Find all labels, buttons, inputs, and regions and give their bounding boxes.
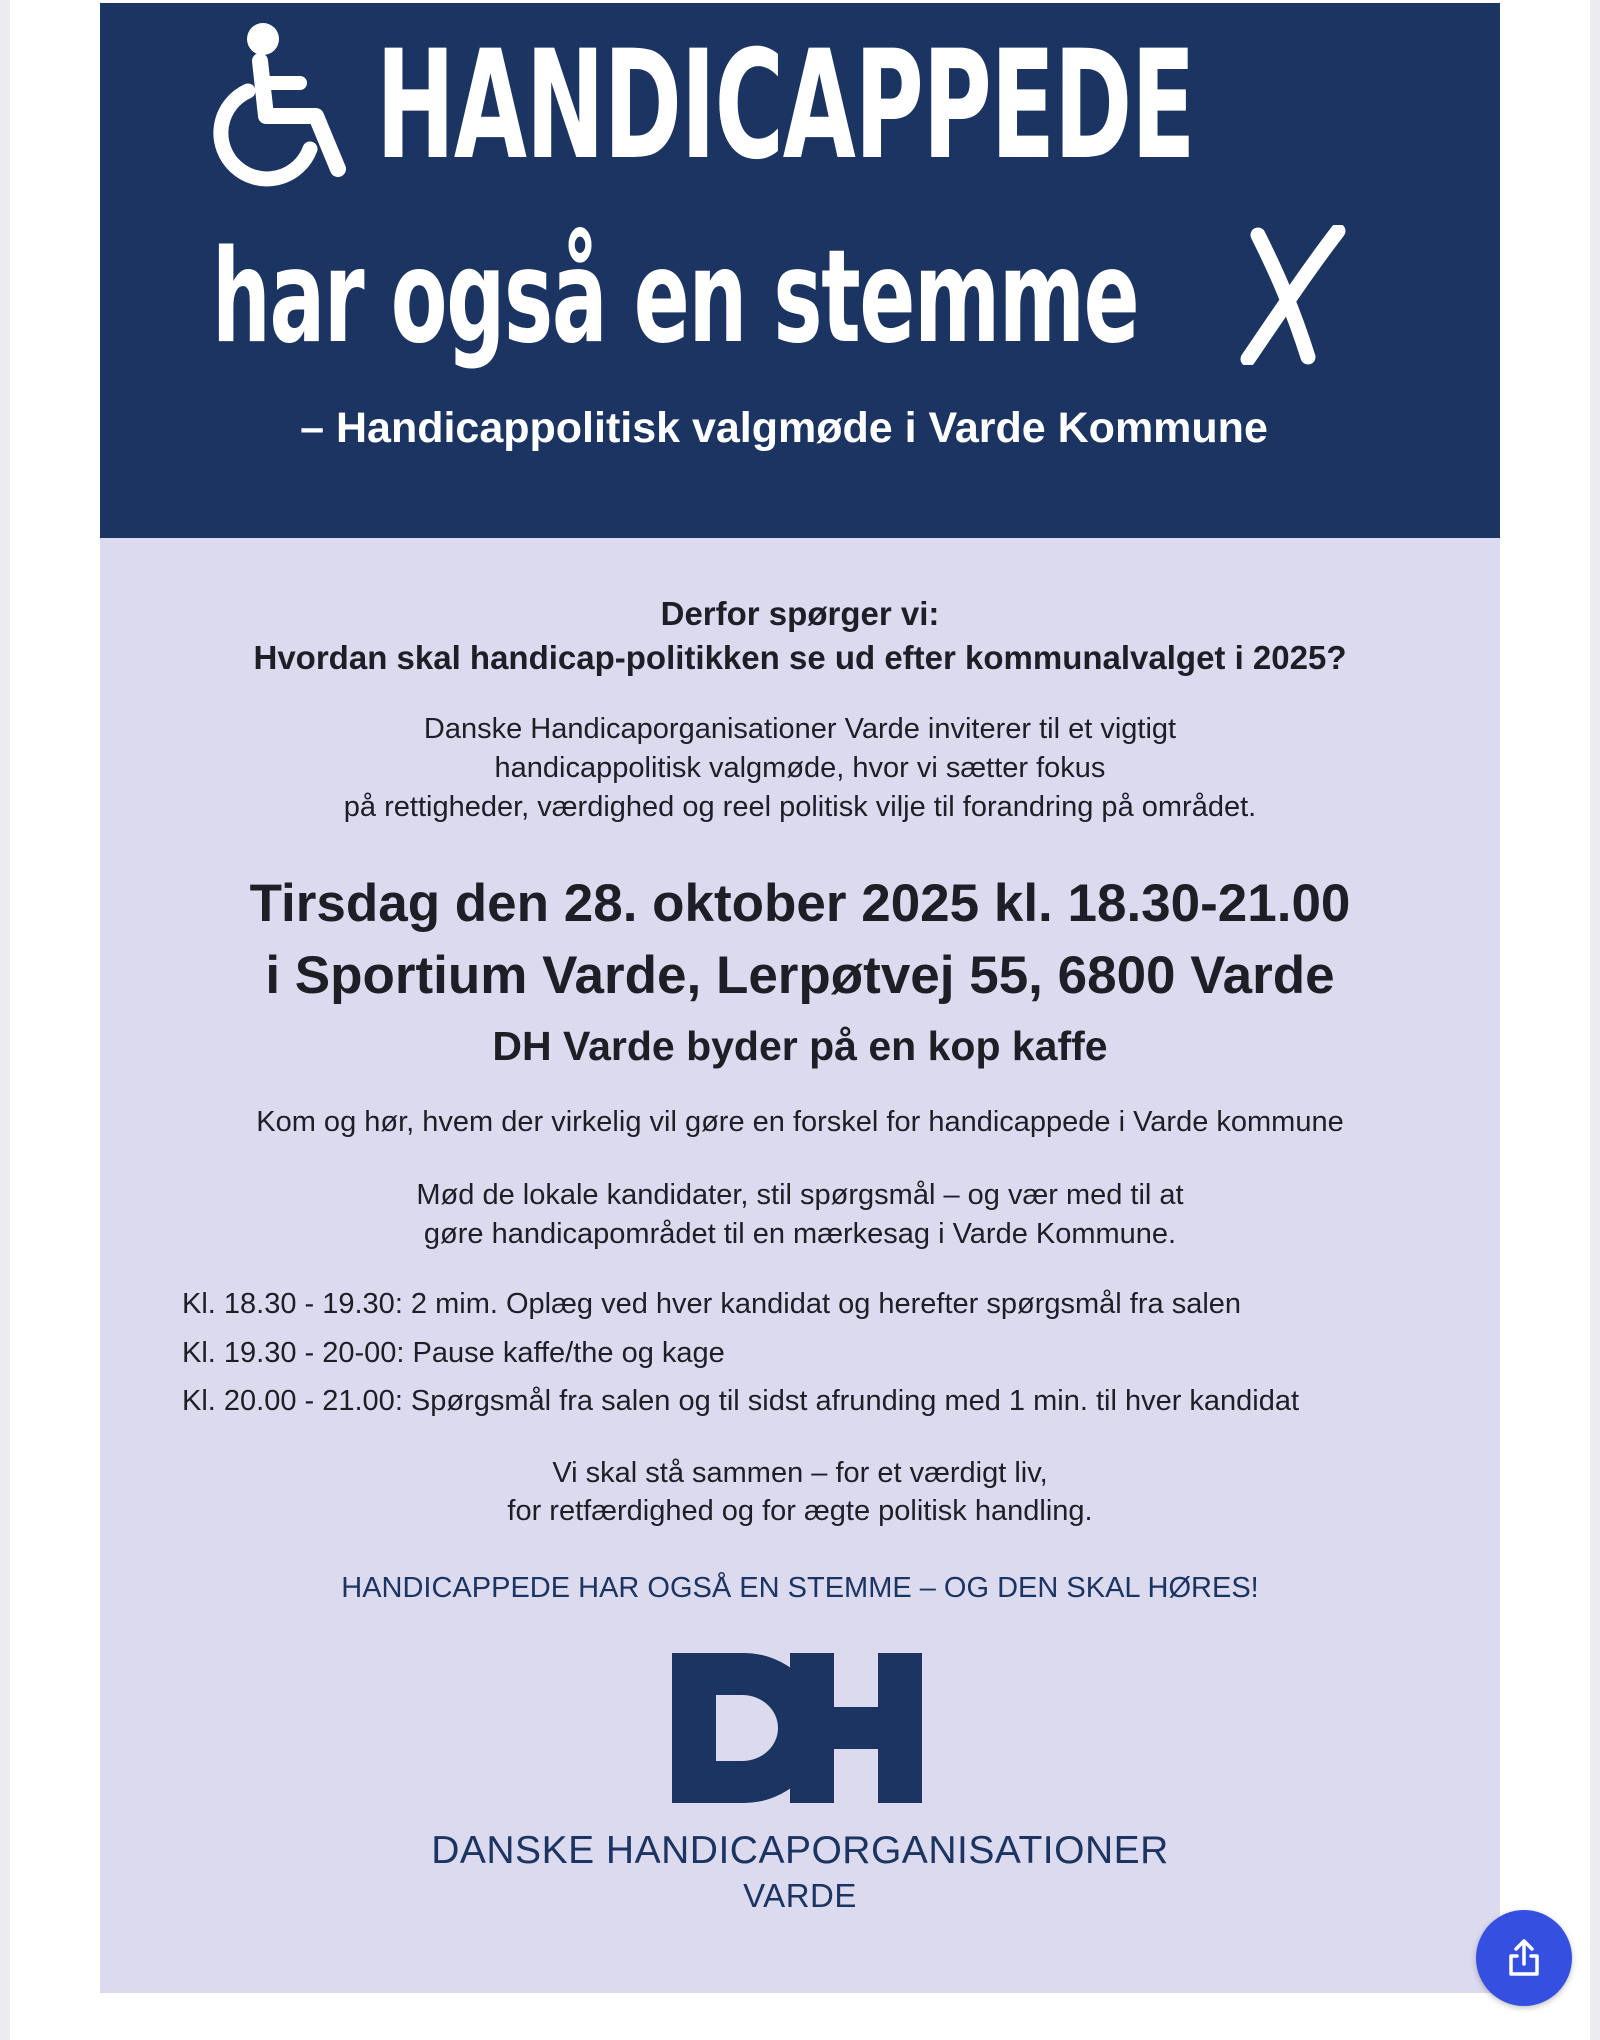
event-date: Tirsdag den 28. oktober 2025 kl. 18.30-21.00 [249,874,1351,933]
share-button[interactable] [1476,1910,1572,2006]
intro-line: handicappolitisk valgmøde, hvor vi sætter fokus [494,752,1106,784]
title-sub: har også en stemme [212,223,1139,372]
intro-paragraph [100,710,1500,827]
closing-line: Vi skal stå sammen – for et værdigt liv, [552,1457,1048,1489]
schedule-item: Kl. 20.00 - 21.00: Spørgsmål fra salen og til sidst afrunding med 1 min. til hver kandidat [182,1385,1300,1417]
closing-line: for retfærdighed og for ægte politisk handling. [507,1495,1093,1527]
schedule-list [182,1280,1482,1426]
intro-line: Danske Handicaporganisationer Varde inviterer til et vigtigt [423,713,1177,745]
title-row [208,21,1500,191]
wheelchair-icon [208,21,358,191]
org-name: DANSKE HANDICAPORGANISATIONER [431,1829,1169,1872]
question-intro: Derfor spørger vi: [660,595,940,632]
left-edge [0,0,10,2040]
schedule-item: Kl. 18.30 - 19.30: 2 mim. Oplæg ved hver kandidat og herefter spørgsmål fra salen [182,1288,1242,1320]
meet-line: gøre handicapområdet til en mærkesag i Varde Kommune. [423,1218,1177,1250]
schedule-item: Kl. 19.30 - 20-00: Pause kaffe/the og kage [182,1336,725,1369]
slogan: HANDICAPPEDE HAR OGSÅ EN STEMME – OG DEN SKAL HØRES! [341,1572,1259,1604]
header-banner [100,3,1500,538]
dh-logo [672,1653,922,1803]
event-venue: i Sportium Varde, Lerpøtvej 55, 6800 Varde [265,946,1335,1005]
meet-line: Mød de lokale kandidater, stil spørgsmål – og vær med til at [416,1179,1184,1211]
share-icon [1502,1936,1546,1980]
intro-line: på rettigheder, værdighed og reel politisk vilje til forandring på området. [343,791,1257,823]
banner-tagline: – Handicappolitisk valgmøde i Varde Kommune [300,404,1268,452]
org-city: VARDE [743,1877,857,1914]
meet-candidates-paragraph [100,1176,1500,1254]
kom-og-hor-line: Kom og hør, hvem der virkelig vil gøre en forskel for handicappede i Varde kommune [256,1106,1344,1138]
title-main: HANDICAPPEDE [376,19,1195,193]
ballot-x-icon [1238,225,1348,365]
coffee-note: DH Varde byder på en kop kaffe [492,1023,1108,1069]
question-heading: Hvordan skal handicap-politikken se ud efter kommunalvalget i 2025? [253,639,1347,676]
right-edge [1590,0,1600,2040]
closing-paragraph [100,1454,1500,1530]
poster [100,3,1500,1993]
